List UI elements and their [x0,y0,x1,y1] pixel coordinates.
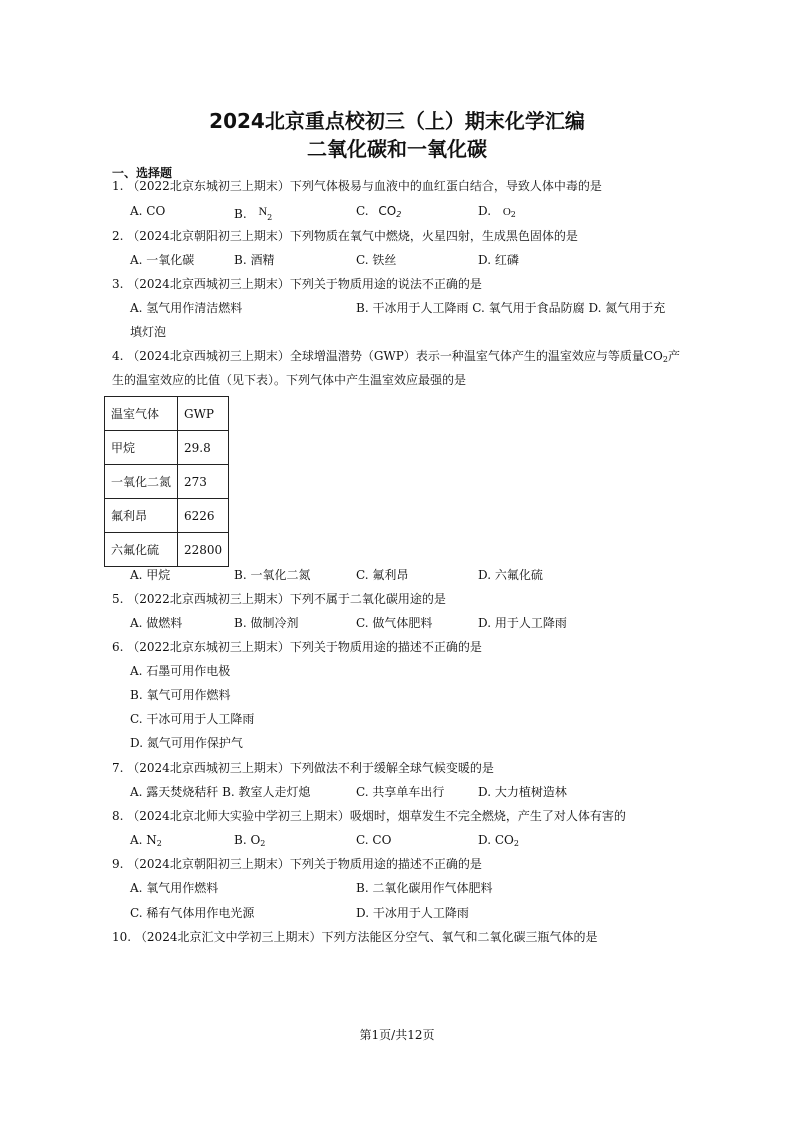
option-b: B. 二氧化碳用作气体肥料 [356,881,493,895]
table-cell: 一氧化二氮 [105,465,178,499]
table-cell: 22800 [178,533,229,567]
gwp-table [104,396,229,567]
question-text: （2024北京朝阳初三上期末）下列关于物质用途的描述不正确的是 [127,857,482,871]
option-a: A. 做燃料 [130,616,183,630]
option-d: D. 红磷 [478,253,519,267]
option-b: B. 氧气可用作燃料 [130,688,231,702]
option-a: A. CO [130,204,166,218]
option-c: C. 稀有气体用作电光源 [130,906,255,920]
question-text: （2022北京东城初三上期末）下列关于物质用途的描述不正确的是 [127,640,482,654]
option-d: D. 干冰用于人工降雨 [356,906,469,920]
option-a: A. $N_2$ [130,833,162,848]
option-b: B. 一氧化二氮 [234,568,311,582]
option-d-continued: 填灯泡 [130,325,167,339]
option-c: C. 做气体肥料 [356,616,433,630]
section-heading: 一、选择题 [112,166,173,180]
question-number: 1. [112,179,124,193]
table-cell: 甲烷 [105,431,178,465]
option-c: C. 干冰可用于人工降雨 [130,712,255,726]
table-header-row [105,397,229,431]
question-number: 3. [112,277,124,291]
question-9 [112,856,482,872]
option-d: D. 大力植树造林 [478,785,567,799]
question-4-continued: 生的温室效应的比值（见下表）。下列气体中产生温室效应最强的是 [112,373,467,387]
option-c: C. 共享单车出行 [356,785,445,799]
question-3 [112,276,482,292]
question-1 [112,178,602,194]
question-number: 9. [112,857,124,871]
question-text: （2024北京朝阳初三上期末）下列物质在氧气中燃烧，火星四射，生成黑色固体的是 [127,229,578,243]
question-text: （2024北京汇文中学初三上期末）下列方法能区分空气、氧气和二氧化碳三瓶气体的是 [134,930,598,944]
option-b: B. $O_2$ [234,833,266,848]
question-number: 7. [112,761,124,775]
question-6 [112,639,482,655]
question-number: 10. [112,930,132,944]
table-cell: 六氟化硫 [105,533,178,567]
table-row [105,431,229,465]
page-title: 2024北京重点校初三（上）期末化学汇编 [209,109,585,133]
option-c: C. 铁丝 [356,253,397,267]
table-row [105,533,229,567]
question-number: 2. [112,229,124,243]
question-10 [112,929,597,945]
question-5 [112,591,446,607]
question-number: 4. [112,349,124,363]
option-c: C. CO [356,833,392,847]
table-row [105,499,229,533]
page-footer: 第1页/共12页 [359,1028,435,1042]
option-d: D. $CO_2$ [478,833,519,848]
table-cell: 273 [178,465,229,499]
table-header-cell: GWP [178,397,229,431]
table-cell: 6226 [178,499,229,533]
option-ab: A. 露天焚烧秸秆 B. 教室人走灯熄 [130,785,311,799]
option-c: C. 氟利昂 [356,568,409,582]
question-8 [112,808,626,824]
table-row [105,465,229,499]
table-cell: 氟利昂 [105,499,178,533]
question-4: 4. （2024北京西城初三上期末）全球增温潜势（GWP）表示一种温室气体产生的温室效应与等质量$CO_2$产 [112,349,680,364]
page-subtitle: 二氧化碳和一氧化碳 [307,137,487,161]
option-d: D. 氮气可用作保护气 [130,736,243,750]
question-7 [112,760,494,776]
question-2 [112,228,578,244]
option-d: D. 用于人工降雨 [478,616,567,630]
question-number: 5. [112,592,124,606]
question-text: （2022北京西城初三上期末）下列不属于二氧化碳用途的是 [127,592,446,606]
option-a: A. 石墨可用作电极 [130,664,231,678]
option-b: B. $N_2$ [234,204,273,222]
option-a: A. 氧气用作燃料 [130,881,219,895]
option-b: B. 做制冷剂 [234,616,299,630]
question-text: （2024北京西城初三上期末）全球增温潜势（GWP）表示一种温室气体产生的温室效应与等质量CO [127,349,663,363]
question-text: （2022北京东城初三上期末）下列气体极易与血液中的血红蛋白结合，导致人体中毒的是 [127,179,602,193]
question-text: （2024北京西城初三上期末）下列做法不利于缓解全球气候变暖的是 [127,761,494,775]
question-text: （2024北京西城初三上期末）下列关于物质用途的说法不正确的是 [127,277,482,291]
option-a: A. 一氧化碳 [130,253,195,267]
question-text: （2024北京北师大实验中学初三上期末）吸烟时，烟草发生不完全燃烧，产生了对人体有害的 [127,809,626,823]
option-b: B. 酒精 [234,253,275,267]
option-c: C. $CO_2$ [356,204,402,219]
question-number: 6. [112,640,124,654]
question-number: 8. [112,809,124,823]
option-a: A. 氢气用作清洁燃料 [130,301,243,315]
option-a: A. 甲烷 [130,568,171,582]
table-cell: 29.8 [178,431,229,465]
option-bcd: B. 干冰用于人工降雨 C. 氧气用于食品防腐 D. 氮气用于充 [356,301,666,315]
option-d: D. $O_2$ [478,204,516,219]
option-d: D. 六氟化硫 [478,568,543,582]
table-header-cell: 温室气体 [105,397,178,431]
